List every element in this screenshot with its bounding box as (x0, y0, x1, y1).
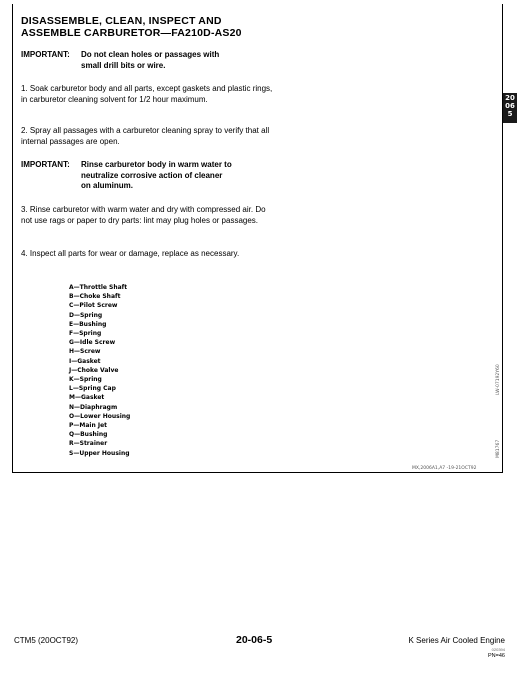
legend-item: D—Spring (69, 311, 103, 319)
section-tab-line: 20 (505, 94, 515, 102)
important-text-line-2: small drill bits or wire. (81, 60, 166, 70)
legend-item: L—Spring Cap (69, 385, 116, 393)
legend-item: P—Main Jet (69, 422, 108, 430)
figure-code-1: LW-07192Y60 (496, 364, 501, 395)
section-tab-line: 5 (507, 110, 513, 118)
legend-item: J—Choke Valve (69, 366, 119, 374)
legend-item: C—Pilot Screw (69, 302, 118, 310)
important-text-line-2: neutralize corrosive action of cleaner (81, 170, 223, 180)
legend-item: F—Spring (69, 330, 102, 338)
step-3: 3. Rinse carburetor with warm water and dry with compressed air. Do not use rags or paper to dry parts: lint may plug holes or passages. (21, 205, 266, 225)
important-label: IMPORTANT: (21, 160, 70, 169)
legend-item: H—Screw (69, 348, 101, 356)
important-label: IMPORTANT: (21, 50, 70, 59)
footer-manual-title: K Series Air Cooled Engine (408, 636, 505, 645)
legend-item: M—Gasket (69, 394, 105, 402)
title-line-1: DISASSEMBLE, CLEAN, INSPECT AND (21, 15, 222, 27)
legend-item: I—Gasket (69, 357, 101, 365)
legend-item: K—Spring (69, 376, 102, 384)
title-line-2: ASSEMBLE CARBURETOR—FA210D-AS20 (21, 27, 242, 39)
legend-item: E—Bushing (69, 320, 107, 328)
section-title (21, 15, 281, 39)
section-tab-line: 06 (505, 102, 515, 110)
figure-code-2: M81767 (496, 439, 501, 458)
footer-manual-id: CTM5 (20OCT92) (14, 636, 79, 645)
footer-pn: PN=46 (488, 653, 505, 659)
legend-item: S—Upper Housing (69, 449, 130, 457)
legend-item: A—Throttle Shaft (69, 284, 128, 291)
legend-item: N—Diaphragm (69, 403, 118, 411)
legend-item: O—Lower Housing (69, 412, 131, 420)
step-4: 4. Inspect all parts for wear or damage, replace as necessary. (21, 249, 240, 258)
step-2: 2. Spray all passages with a carburetor cleaning spray to verify that all internal passages are open. (21, 126, 270, 146)
legend-item: Q—Bushing (69, 431, 108, 439)
footer-page-number: 20-06-5 (236, 634, 273, 646)
important-note-1 (21, 50, 271, 71)
legend-item: B—Choke Shaft (69, 293, 121, 301)
parts-legend (69, 283, 130, 458)
footer-date-code: 020394 (491, 647, 505, 652)
section-tab (503, 93, 517, 123)
important-note-2 (21, 160, 271, 192)
important-text-line-1: Do not clean holes or passages with (81, 50, 220, 59)
legend-item: G—Idle Screw (69, 339, 116, 347)
legend-item: R—Strainer (69, 440, 108, 448)
image-code: MX,2006A1,A7 -19-21OCT92 (412, 466, 477, 471)
important-text-line-1: Rinse carburetor body in warm water to (81, 160, 232, 169)
important-text-line-3: on aluminum. (81, 181, 133, 190)
step-1: 1. Soak carburetor body and all parts, except gaskets and plastic rings, in carburetor cleaning solvent for 1/2 hour maximum. (21, 84, 273, 104)
